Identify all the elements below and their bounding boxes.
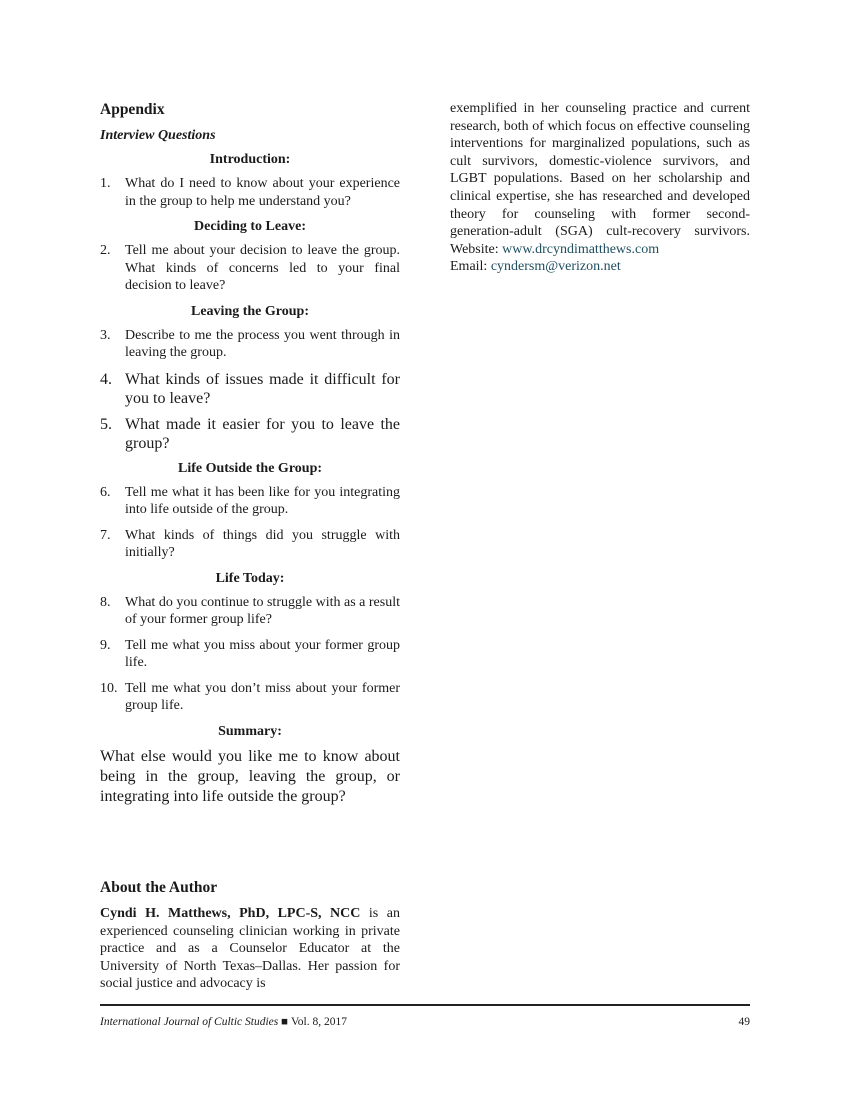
about-the-author-heading: About the Author (100, 879, 218, 896)
question-item (100, 527, 400, 562)
question-item (100, 637, 400, 672)
separator-square-icon: ■ (281, 1016, 289, 1028)
section-leaving-the-group: Leaving the Group: (191, 303, 309, 319)
question-item (100, 370, 400, 408)
question-number: 4. (100, 370, 112, 388)
interview-questions-subheading: Interview Questions (100, 128, 216, 143)
footer-journal-info (100, 1016, 347, 1028)
section-deciding-to-leave: Deciding to Leave: (194, 219, 306, 234)
question-text: What do you continue to struggle with as a result of your former group life? (125, 594, 400, 627)
question-number: 5. (100, 415, 112, 433)
question-item (100, 242, 400, 295)
section-life-today: Life Today: (215, 570, 285, 586)
question-number: 1. (100, 176, 111, 191)
section-introduction: Introduction: (209, 152, 291, 167)
right-column (450, 100, 750, 276)
website-label: Website: (450, 241, 503, 257)
author-bio-text: is an experienced counseling clinician working in private practice and as a Counselor Educator at the University of North Texas–Dallas. Her passion for social justice and advocacy is (100, 906, 400, 992)
author-name: Cyndi H. Matthews, PhD, LPC-S, NCC (100, 906, 361, 921)
question-item (100, 175, 400, 210)
appendix-heading: Appendix (100, 101, 165, 118)
left-column (100, 100, 400, 807)
question-text: What kinds of issues made it difficult for you to leave? (125, 370, 400, 407)
section-life-outside-the-group: Life Outside the Group: (177, 460, 323, 476)
author-bio-part1 (100, 905, 400, 993)
page-number: 49 (738, 1016, 750, 1028)
email-link[interactable]: cyndersm@verizon.net (490, 259, 621, 275)
website-link[interactable]: www.drcyndimatthews.com (502, 241, 660, 257)
question-text: What do I need to know about your experience in the group to help me understand you? (125, 176, 400, 209)
question-text: Tell me what you miss about your former group life. (125, 637, 400, 670)
author-bio-continued: exemplified in her counseling practice and current research, both of which focus on effective counseling interventions for marginalized populations, such as cult survivors, domestic-violence survivors, and LGBT populations. Based on her scholarship and clinical expertise, she has researched and developed theory for counseling with former second-generation-adult (SGA) cult-recovery survivors. (450, 101, 750, 240)
footer-divider (100, 1004, 750, 1006)
question-text: Tell me what it has been like for you integrating into life outside of the group. (125, 484, 400, 517)
author-bio-part2 (450, 100, 750, 276)
question-item (100, 415, 400, 453)
question-item (100, 484, 400, 519)
summary-question: What else would you like me to know about being in the group, leaving the group, or integrating into life outside the group? (100, 747, 400, 805)
email-label: Email: (450, 259, 491, 275)
question-number: 7. (100, 527, 111, 543)
question-number: 9. (100, 637, 111, 653)
question-number: 3. (100, 327, 111, 343)
question-text: Tell me what you don’t miss about your former group life. (125, 680, 400, 713)
question-text: What kinds of things did you struggle with initially? (125, 527, 400, 560)
question-text: Describe to me the process you went through in leaving the group. (125, 327, 400, 360)
volume-year: Vol. 8, 2017 (290, 1016, 347, 1028)
question-item (100, 680, 400, 715)
question-number: 8. (100, 594, 111, 610)
question-text: What made it easier for you to leave the group? (125, 415, 400, 452)
question-number: 2. (100, 243, 111, 258)
question-number: 10. (100, 680, 118, 696)
journal-name: International Journal of Cultic Studies (100, 1016, 279, 1028)
question-text: Tell me about your decision to leave the group. What kinds of concerns led to your final decision to leave? (125, 243, 400, 293)
question-item (100, 327, 400, 362)
section-summary: Summary: (218, 723, 282, 739)
question-item (100, 594, 400, 629)
question-number: 6. (100, 484, 111, 500)
